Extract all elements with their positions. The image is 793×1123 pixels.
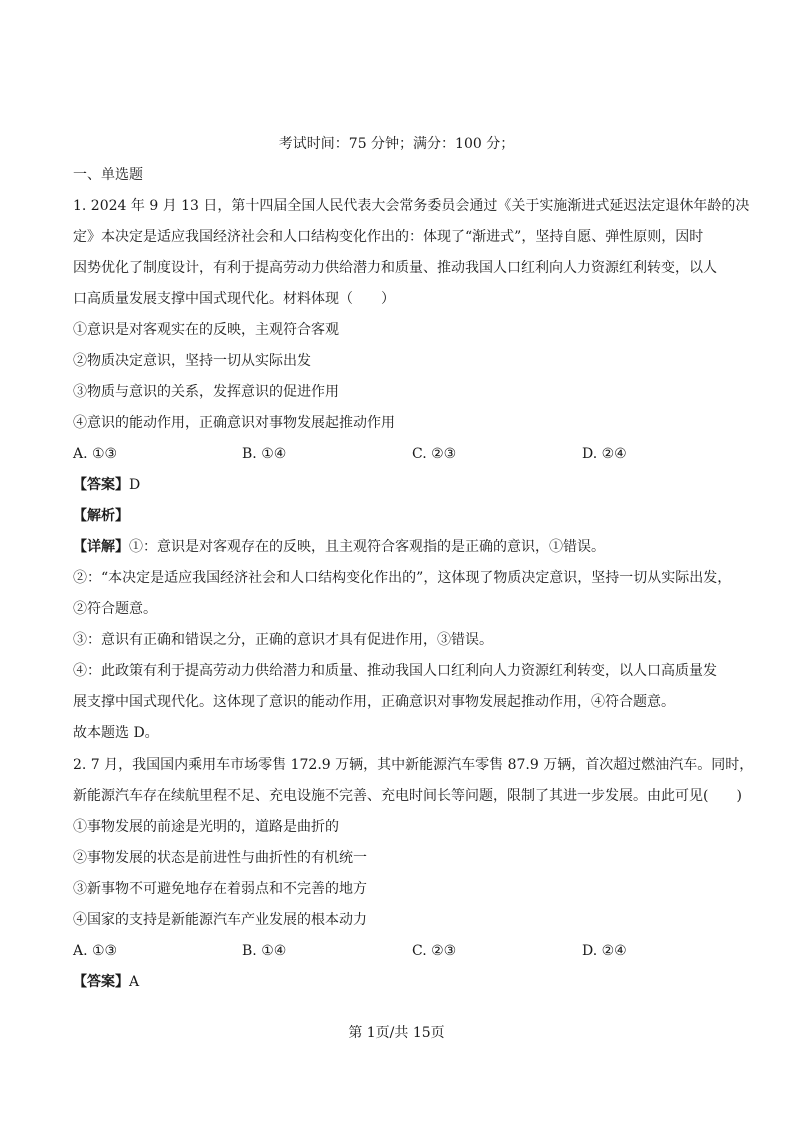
q1-stem-line-3: 因势优化了制度设计，有利于提高劳动力供给潜力和质量、推动我国人口红利向人力资源红利转变，以人 [73, 260, 717, 276]
q1-detail-line-3: ②符合题意。 [73, 601, 157, 617]
detail-text: ①：意识是对客观存在的反映，且主观符合客观指的是正确的意识，①错误。 [129, 539, 605, 555]
q2-item-1: ①事物发展的前途是光明的，道路是曲折的 [73, 819, 339, 835]
q1-stem-line-2: 定》本决定是适应我国经济社会和人口结构变化作出的：体现了“渐进式”，坚持自愿、弹性原则，因时 [73, 229, 704, 245]
q1-item-3: ③物质与意识的关系，发挥意识的促进作用 [73, 384, 339, 400]
q1-answer [73, 475, 140, 495]
answer-tag: 【答案】 [73, 477, 129, 493]
q2-option-d: D. ②④ [582, 943, 627, 959]
answer-value: A [129, 974, 140, 990]
exam-info: 考试时间：75 分钟；满分：100 分； [278, 136, 515, 152]
q1-detail-line-2: ②：“本决定是适应我国经济社会和人口结构变化作出的”，这体现了物质决定意识，坚持一切从实际出发， [73, 570, 732, 586]
q1-detail-line-6: 展支撑中国式现代化。这体现了意识的能动作用，正确意识对事物发展起推动作用，④符合题意。 [73, 694, 675, 710]
q1-conclusion: 故本题选 D。 [73, 725, 159, 741]
q2-answer [73, 972, 139, 992]
q2-stem-line-1: 2. 7 月，我国国内乘用车市场零售 172.9 万辆，其中新能源汽车零售 87.9 万辆，首次超过燃油汽车。同时， [73, 757, 754, 773]
q2-stem-line-2: 新能源汽车存在续航里程不足、充电设施不完善、充电时间长等问题，限制了其进一步发展。由此可见( ) [73, 788, 742, 804]
q1-option-c: C. ②③ [412, 446, 457, 462]
answer-tag: 【答案】 [73, 974, 129, 990]
q1-stem-line-4: 口高质量发展支撑中国式现代化。材料体现（ ） [73, 291, 395, 307]
q2-item-4: ④国家的支持是新能源汽车产业发展的根本动力 [73, 912, 367, 928]
page-number: 第 1页/共 15页 [348, 1025, 445, 1041]
q2-option-b: B. ①④ [242, 943, 287, 959]
q1-option-a: A. ①③ [73, 446, 118, 462]
q1-detail-line-5: ④：此政策有利于提高劳动力供给潜力和质量、推动我国人口红利向人力资源红利转变，以人口高质量发 [73, 663, 717, 679]
q1-item-4: ④意识的能动作用，正确意识对事物发展起推动作用 [73, 415, 395, 431]
q1-item-1: ①意识是对客观实在的反映，主观符合客观 [73, 322, 339, 338]
q1-item-2: ②物质决定意识，坚持一切从实际出发 [73, 353, 311, 369]
answer-value: D [129, 477, 141, 493]
section-title: 一、单选题 [73, 167, 143, 183]
q1-detail-line-1 [73, 537, 605, 557]
q1-option-b: B. ①④ [242, 446, 287, 462]
q2-option-c: C. ②③ [412, 943, 457, 959]
detail-tag: 【详解】 [73, 539, 129, 555]
q2-item-2: ②事物发展的状态是前进性与曲折性的有机统一 [73, 850, 367, 866]
q2-option-a: A. ①③ [73, 943, 118, 959]
q1-option-d: D. ②④ [582, 446, 627, 462]
q2-item-3: ③新事物不可避免地存在着弱点和不完善的地方 [73, 881, 367, 897]
q1-stem-line-1: 1. 2024 年 9 月 13 日，第十四届全国人民代表大会常务委员会通过《关于实施渐进式延迟法定退休年龄的决 [73, 198, 750, 214]
q1-detail-line-4: ③：意识有正确和错误之分，正确的意识才具有促进作用，③错误。 [73, 632, 493, 648]
q1-analysis-tag: 【解析】 [73, 508, 129, 524]
